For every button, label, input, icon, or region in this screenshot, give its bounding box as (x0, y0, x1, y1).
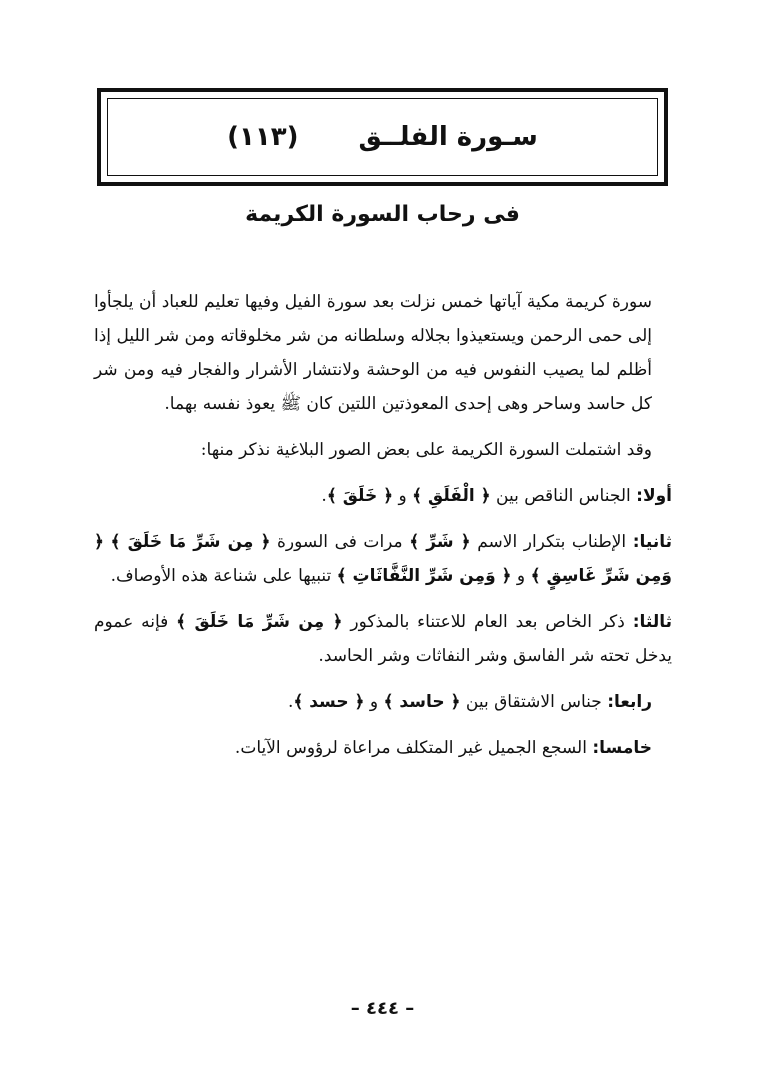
point-2-text-5: تنبيها على شناعة هذه الأوصاف. (110, 566, 337, 586)
sura-name: سـورة الفلــق (358, 122, 538, 152)
section-subtitle: فى رحاب السورة الكريمة (245, 202, 520, 227)
point-3 (94, 605, 672, 673)
point-4-quote-1: ﴿ حاسد ﴾ (383, 692, 461, 712)
header-title-row (101, 122, 664, 152)
body-text (94, 285, 672, 777)
point-5 (94, 731, 672, 765)
point-1-quote-1: ﴿ الْفَلَقِ ﴾ (412, 486, 491, 506)
point-5-label: خامسا: (592, 738, 652, 758)
point-5-text-1: السجع الجميل غير المتكلف مراعاة لرؤوس الآيات. (234, 738, 593, 758)
header-frame (97, 88, 668, 186)
point-1-text-1: الجناس الناقص بين (490, 486, 637, 506)
point-4-text-3: . (287, 692, 294, 712)
point-4-label: رابعا: (607, 692, 652, 712)
point-1-quote-2: ﴿ خَلَقَ ﴾ (326, 486, 394, 506)
point-3-label: ثالثا: (632, 612, 672, 632)
lead-paragraph: وقد اشتملت السورة الكريمة على بعض الصور البلاغية نذكر منها: (200, 440, 652, 460)
point-4-quote-2: ﴿ حسد ﴾ (293, 692, 365, 712)
point-2-text-2: مرات فى السورة (270, 532, 410, 552)
point-1-label: أولا: (636, 486, 672, 506)
sura-number: (١١٣) (227, 122, 299, 152)
point-2-text-1: الإطناب بتكرار الاسم (470, 532, 633, 552)
point-3-text-1: ذكر الخاص بعد العام للاعتناء بالمذكور (342, 612, 633, 632)
point-4 (94, 685, 672, 719)
point-3-text-2: فإنه عموم يدخل تحته شر الفاسق وشر النفاثات وشر الحاسد. (94, 612, 672, 666)
point-1-text-2: و (393, 486, 413, 506)
point-4-text-1: جناس الاشتقاق بين (460, 692, 608, 712)
point-1 (94, 479, 672, 513)
point-2-quote-3: ﴿ وَمِن شَرِّ غَاسِقٍ ﴾ (94, 532, 672, 586)
point-2 (94, 525, 672, 593)
point-2-quote-2: ﴿ مِن شَرِّ مَا خَلَقَ ﴾ (110, 532, 271, 552)
intro-paragraph: سورة كريمة مكية آياتها خمس نزلت بعد سورة الفيل وفيها تعليم للعباد أن يلجأوا إلى حمى الرحمن ويستعيذوا بجلاله وسلطانه من شر مخلوقاته ومن شر الليل إذا أظلم لما يصيب النفوس فيه من الوحشة ولانتشار الأشرار والفجار فيه ومن شر كل حاسد وساحر وهى إحدى المعوذتين اللتين كان ﷺ يعوذ نفسه بهما. (94, 292, 652, 414)
point-1-text-3: . (321, 486, 327, 506)
point-2-quote-4: ﴿ وَمِن شَرِّ النَّفَّاثَاتِ ﴾ (336, 566, 512, 586)
page-number: – ٤٤٤ – (350, 998, 415, 1019)
point-4-text-2: و (364, 692, 384, 712)
point-2-quote-1: ﴿ شَرِّ ﴾ (409, 532, 471, 552)
point-2-text-4: و (511, 566, 531, 586)
point-3-quote-1: ﴿ مِن شَرِّ مَا خَلَقَ ﴾ (176, 612, 343, 632)
point-2-text-3 (104, 532, 111, 552)
point-2-label: ثانيا: (632, 532, 672, 552)
